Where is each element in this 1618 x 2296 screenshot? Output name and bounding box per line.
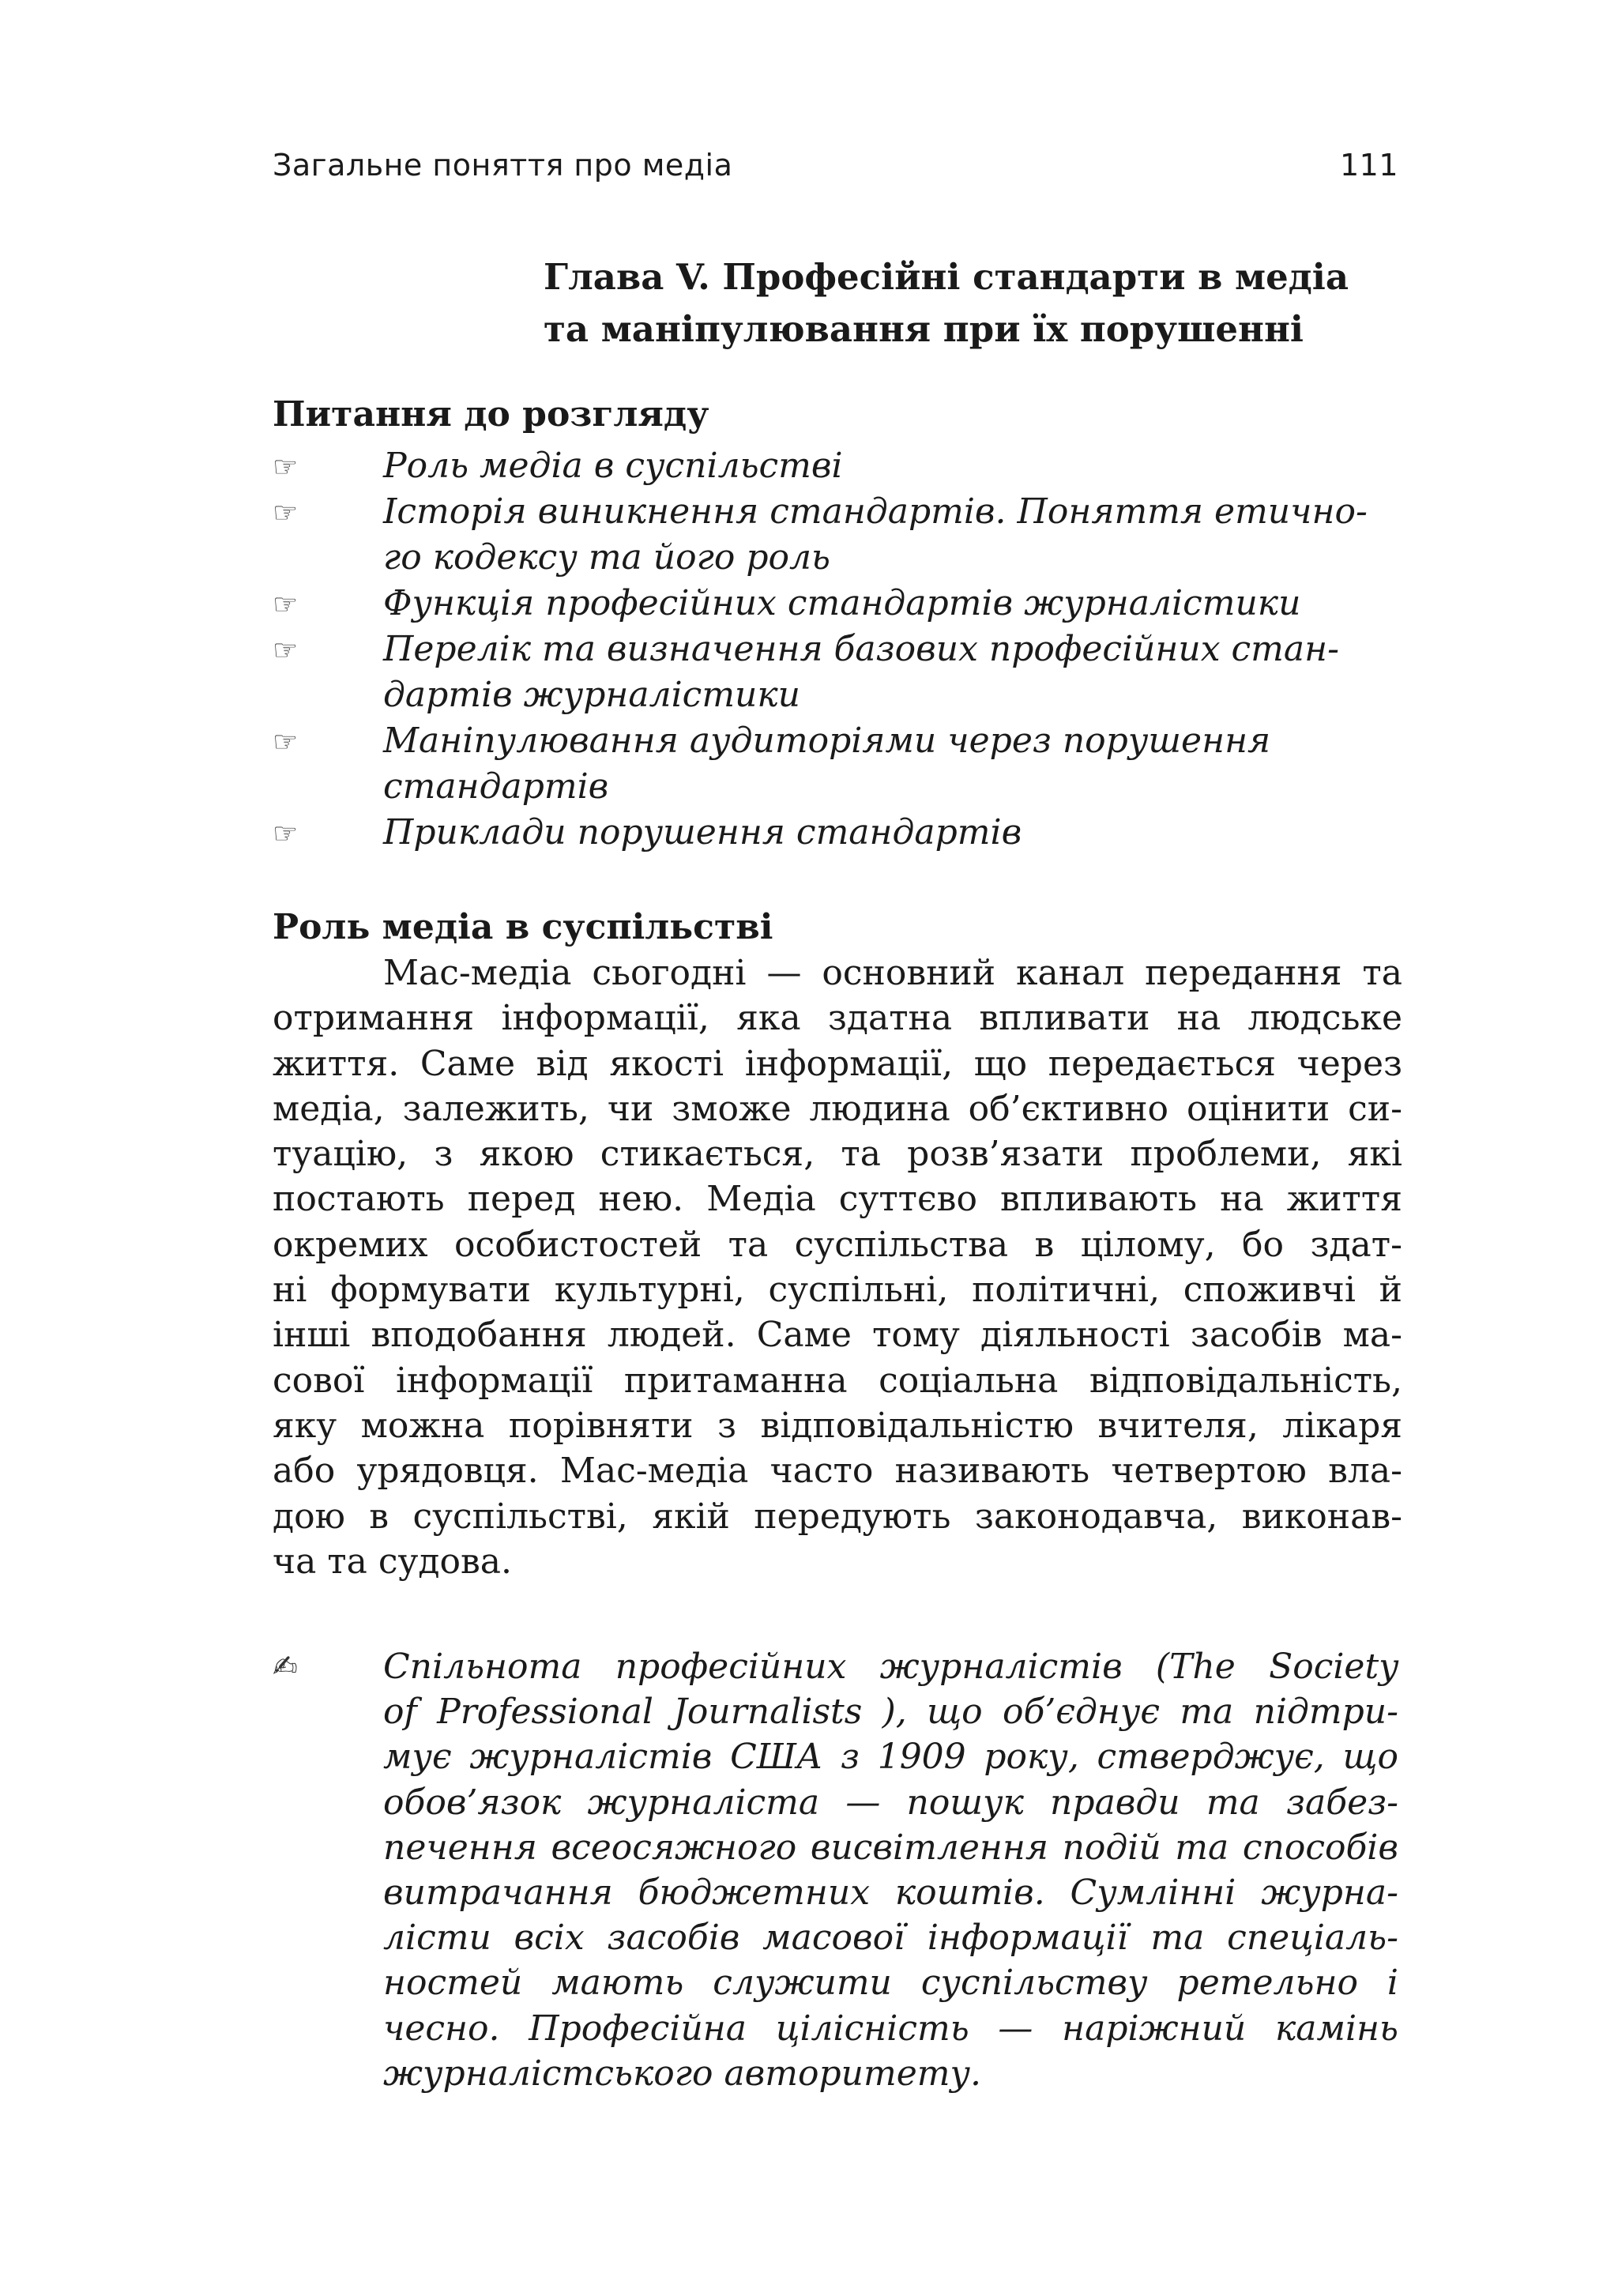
paragraph-line: інші вподобання людей. Саме тому діяльності засобів ма- [273,1315,1402,1356]
list-item-text: го кодексу та його роль [383,537,830,578]
pointing-hand-icon: ☞ [273,451,299,484]
paragraph-line: життя. Саме від якості інформації, що передається через [273,1043,1402,1084]
list-item [273,627,1410,718]
quote-line: Спільнота професійних журналістів (The Society [383,1647,1398,1687]
running-header [273,148,1398,195]
list-item [273,443,1410,489]
list-item-text: Роль медіа в суспільстві [383,446,843,486]
quote-line: of Professional Journalists ), що об’єднує та підтри- [383,1692,1398,1733]
page-number: 111 [1339,148,1398,183]
list-item [273,718,1410,810]
quote-line: витрачання бюджетних коштів. Сумлінні журна- [383,1873,1398,1914]
paragraph-line: дою в суспільстві, якій передують законодавча, виконав- [273,1496,1402,1537]
chapter-title-line: та маніпулювання при їх порушенні [544,308,1304,350]
pointing-hand-icon: ☞ [273,818,299,850]
paragraph-line: Мас-медіа сьогодні — основний канал передання та [383,953,1402,993]
pointing-hand-icon: ☞ [273,726,299,758]
quote-line: журналістського авторитету. [383,2053,982,2094]
paragraph-line: отримання інформації, яка здатна впливати на людське [273,998,1402,1039]
pointing-hand-icon: ☞ [273,497,299,529]
pointing-hand-icon: ☞ [273,634,299,667]
list-item-text: стандартів [383,766,609,807]
chapter-title-line: Глава V. Професійні стандарти в медіа [544,256,1349,298]
paragraph-line: або урядовця. Мас-медіа часто називають четвертою вла- [273,1451,1402,1492]
section-heading: Роль медіа в суспільстві [273,907,773,947]
quote-line: обов’язок журналіста — пошук правди та забез- [383,1782,1398,1823]
body-paragraph [273,950,1402,1584]
questions-heading: Питання до розгляду [273,394,709,435]
list-item-text: Приклади порушення стандартів [383,812,1022,853]
quote-line: чесно. Професійна цілісність — наріжний камінь [383,2008,1398,2049]
list-item-text: Історія виникнення стандартів. Поняття етично- [383,491,1368,532]
running-title: Загальне поняття про медіа [273,148,733,183]
paragraph-line: медіа, залежить, чи зможе людина об’єктивно оцінити си- [273,1088,1402,1129]
quote-line: ностей мають служити суспільству ретельно і [383,1963,1398,2004]
chapter-title [544,251,1413,356]
paragraph-line: окремих особистостей та суспільства в цілому, бо здат- [273,1224,1402,1265]
list-item-text: Маніпулювання аудиторіями через порушення [383,721,1271,761]
quote-line: мує журналістів США з 1909 року, стверджує, що [383,1737,1398,1778]
writing-hand-icon: ✍ [273,1649,298,1684]
paragraph-line: яку можна порівняти з відповідальністю вчителя, лікаря [273,1405,1402,1446]
quote-line: печення всеосяжного висвітлення подій та способів [383,1827,1398,1868]
list-item-text: Перелік та визначення базових професійних стан- [383,629,1339,669]
quote-block [273,1644,1410,2096]
paragraph-line: ні формувати культурні, суспільні, політичні, споживчі й [273,1270,1402,1311]
paragraph-line: сової інформації притаманна соціальна відповідальність, [273,1360,1402,1401]
paragraph-line: постають перед нею. Медіа суттєво впливають на життя [273,1179,1402,1220]
pointing-hand-icon: ☞ [273,589,299,621]
paragraph-line: туацію, з якою стикається, та розв’язати проблеми, які [273,1134,1402,1175]
paragraph-line: ча та судова. [273,1541,512,1582]
topic-list [273,443,1410,856]
list-item-text: Функція професійних стандартів журналістики [383,583,1301,623]
list-item [273,581,1410,627]
quote-line: лісти всіх засобів масової інформації та спеціаль- [383,1918,1398,1959]
list-item [273,489,1410,581]
list-item [273,810,1410,856]
list-item-text: дартів журналістики [383,675,800,715]
quote-text [383,1644,1398,2096]
